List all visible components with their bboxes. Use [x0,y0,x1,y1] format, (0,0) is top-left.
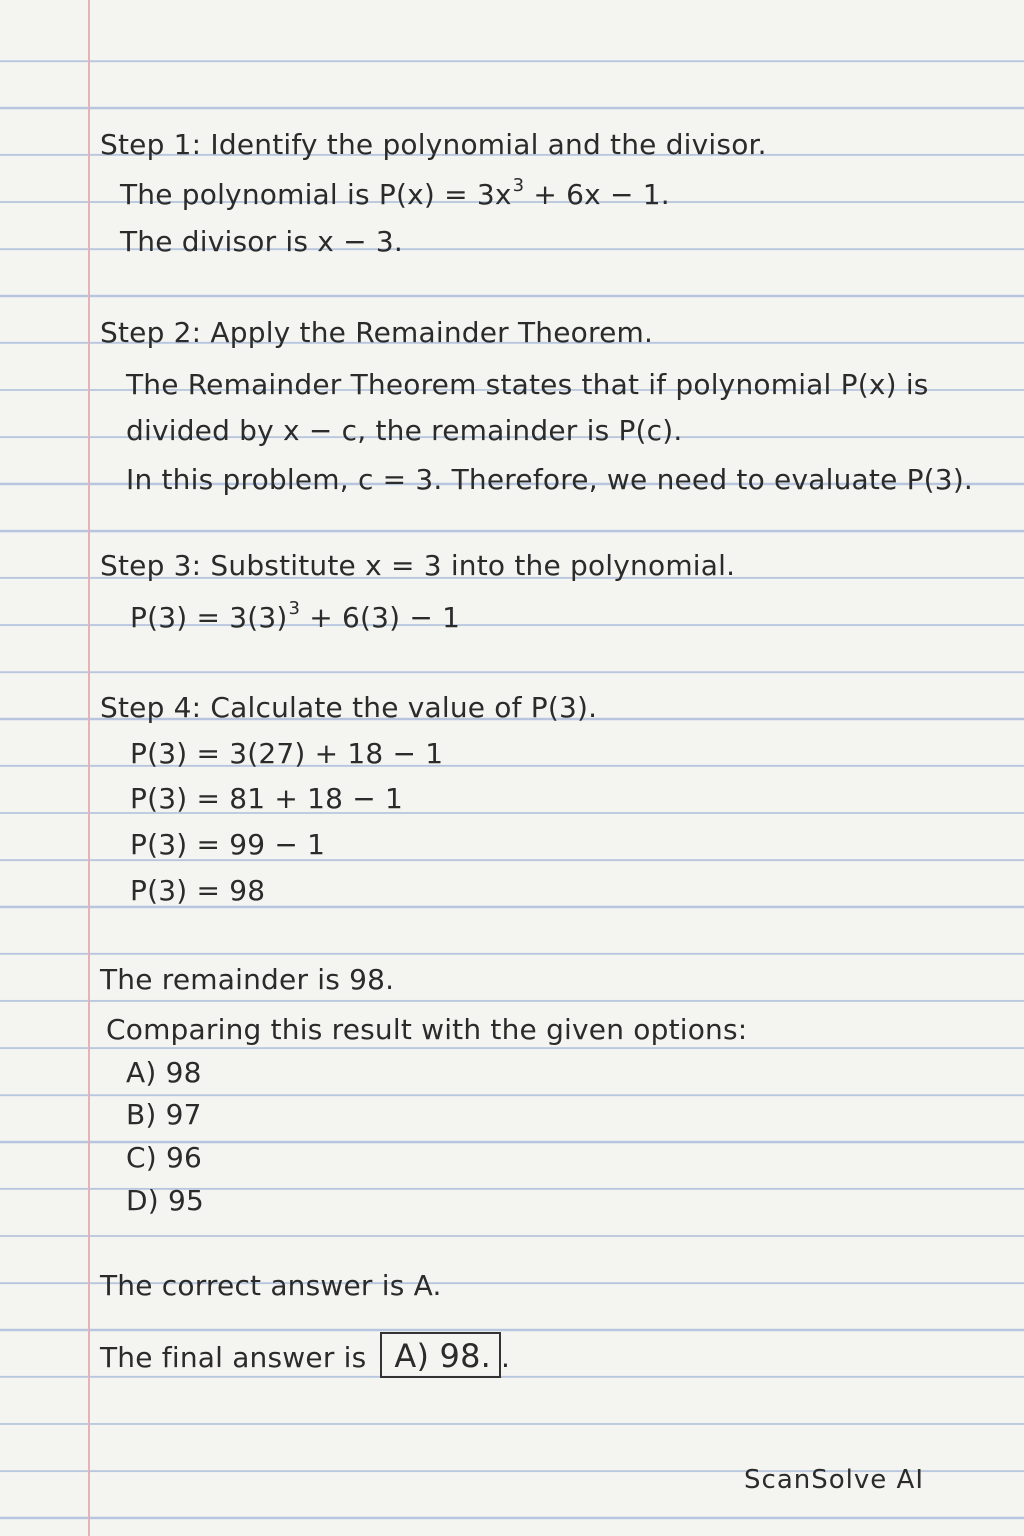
step4-calc-line: P(3) = 98 [130,874,266,907]
eq-exponent: 3 [288,598,301,619]
final-suffix: . [501,1341,511,1374]
brand-watermark: ScanSolve AI [744,1465,924,1495]
step1-polynomial [120,175,670,219]
final-answer-box: A) 98. [380,1332,501,1378]
remainder-text: The remainder is 98. [100,963,395,996]
option-a: A) 98 [126,1056,202,1089]
eq-suffix: + 6(3) − 1 [300,601,461,634]
comparing-text: Comparing this result with the given options: [106,1013,748,1046]
eq-prefix: P(3) = 3(3) [130,601,288,634]
step4-calc-line: P(3) = 81 + 18 − 1 [130,782,404,815]
step3-equation [130,598,460,642]
step4-title: Step 4: Calculate the value of P(3). [100,691,598,724]
step1-divisor: The divisor is x − 3. [120,225,404,258]
final-answer-line [100,1332,510,1378]
poly-prefix: The polynomial is P(x) = 3x [120,178,512,211]
correct-answer-text: The correct answer is A. [100,1269,442,1302]
step2-title: Step 2: Apply the Remainder Theorem. [100,316,654,349]
step3-title: Step 3: Substitute x = 3 into the polynomial. [100,549,736,582]
poly-suffix: + 6x − 1. [524,178,670,211]
step4-calc-line: P(3) = 99 − 1 [130,828,326,861]
step2-line1: The Remainder Theorem states that if polynomial P(x) is [126,368,929,401]
poly-exponent: 3 [512,175,525,196]
option-d: D) 95 [126,1184,205,1217]
margin-line [88,0,90,1536]
final-prefix: The final answer is [100,1341,367,1374]
option-b: B) 97 [126,1098,202,1131]
step1-title: Step 1: Identify the polynomial and the divisor. [100,128,767,161]
option-c: C) 96 [126,1141,203,1174]
step2-line2: divided by x − c, the remainder is P(c). [126,414,683,447]
step2-line3: In this problem, c = 3. Therefore, we need to evaluate P(3). [126,463,974,496]
step4-calc-line: P(3) = 3(27) + 18 − 1 [130,737,444,770]
